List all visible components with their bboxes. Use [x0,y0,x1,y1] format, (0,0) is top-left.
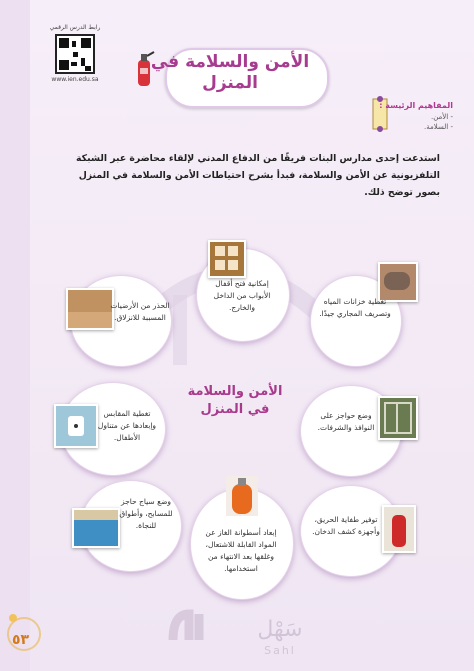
node-text: إمكانية فتح أقفال الأبواب من الداخل والخارج. [213,279,271,312]
page-number: ٥٣ [12,632,30,648]
node-text: تغطية المقابس وإبعادها عن متناول الأطفال. [97,409,157,442]
logo-latin: Sahl [264,644,296,657]
concepts-heading: المفاهيم الرئيسة : [379,101,453,110]
concept-item: - الأمن. [431,113,453,121]
node-text: تغطية خزانات المياه وتصريف المجاري جيدًا. [319,297,391,318]
node-text: وضع سياج حاجز للمسابح، وأطواق للنجاة. [119,497,173,530]
qr-url[interactable]: www.ien.edu.sa [51,76,99,83]
qr-code-icon[interactable] [55,34,95,74]
node-text: توفير طفاية الحريق، وأجهزة كشف الدخان. [312,515,380,536]
side-band [0,0,30,671]
sahl-logo-mark-icon [165,600,315,660]
intro-paragraph: استدعت إحدى مدارس البنات فريقًا من الدفاع المدني لإلقاء محاضرة عبر الشبكة التلفزيونية عن الأمن والسلامة، فبدأ بشرح احتياطات الأمن والسلامة في المنزل بصور توضح ذلك. [76,153,440,198]
window-photo [378,396,418,440]
center-title: الأمن والسلامة في المنزل [187,384,283,417]
extinguisher-photo [382,505,416,553]
pool-photo [72,508,120,548]
node-text: إبعاد أسطوانة الغاز عن المواد القابلة للاشتعال، وغلقها بعد الانتهاء من استخدامها. [205,528,277,573]
qr-caption: رابط الدرس الرقمي [49,24,101,31]
door-photo [208,240,246,278]
sahl-logo [165,600,315,660]
floor-photo [66,288,114,330]
node-text: وضع حواجز على النوافذ والشرفات. [317,411,375,432]
key-concepts [355,95,465,135]
logo-arabic: سَهْل [257,617,303,642]
page-title: الأمن والسلامة في المنزل [150,52,310,93]
concept-item: - السلامة. [424,123,453,131]
node-text: الحذر من الأرضيات المسببة للانزلاق. [110,301,170,322]
gas-cylinder-photo [226,476,258,516]
